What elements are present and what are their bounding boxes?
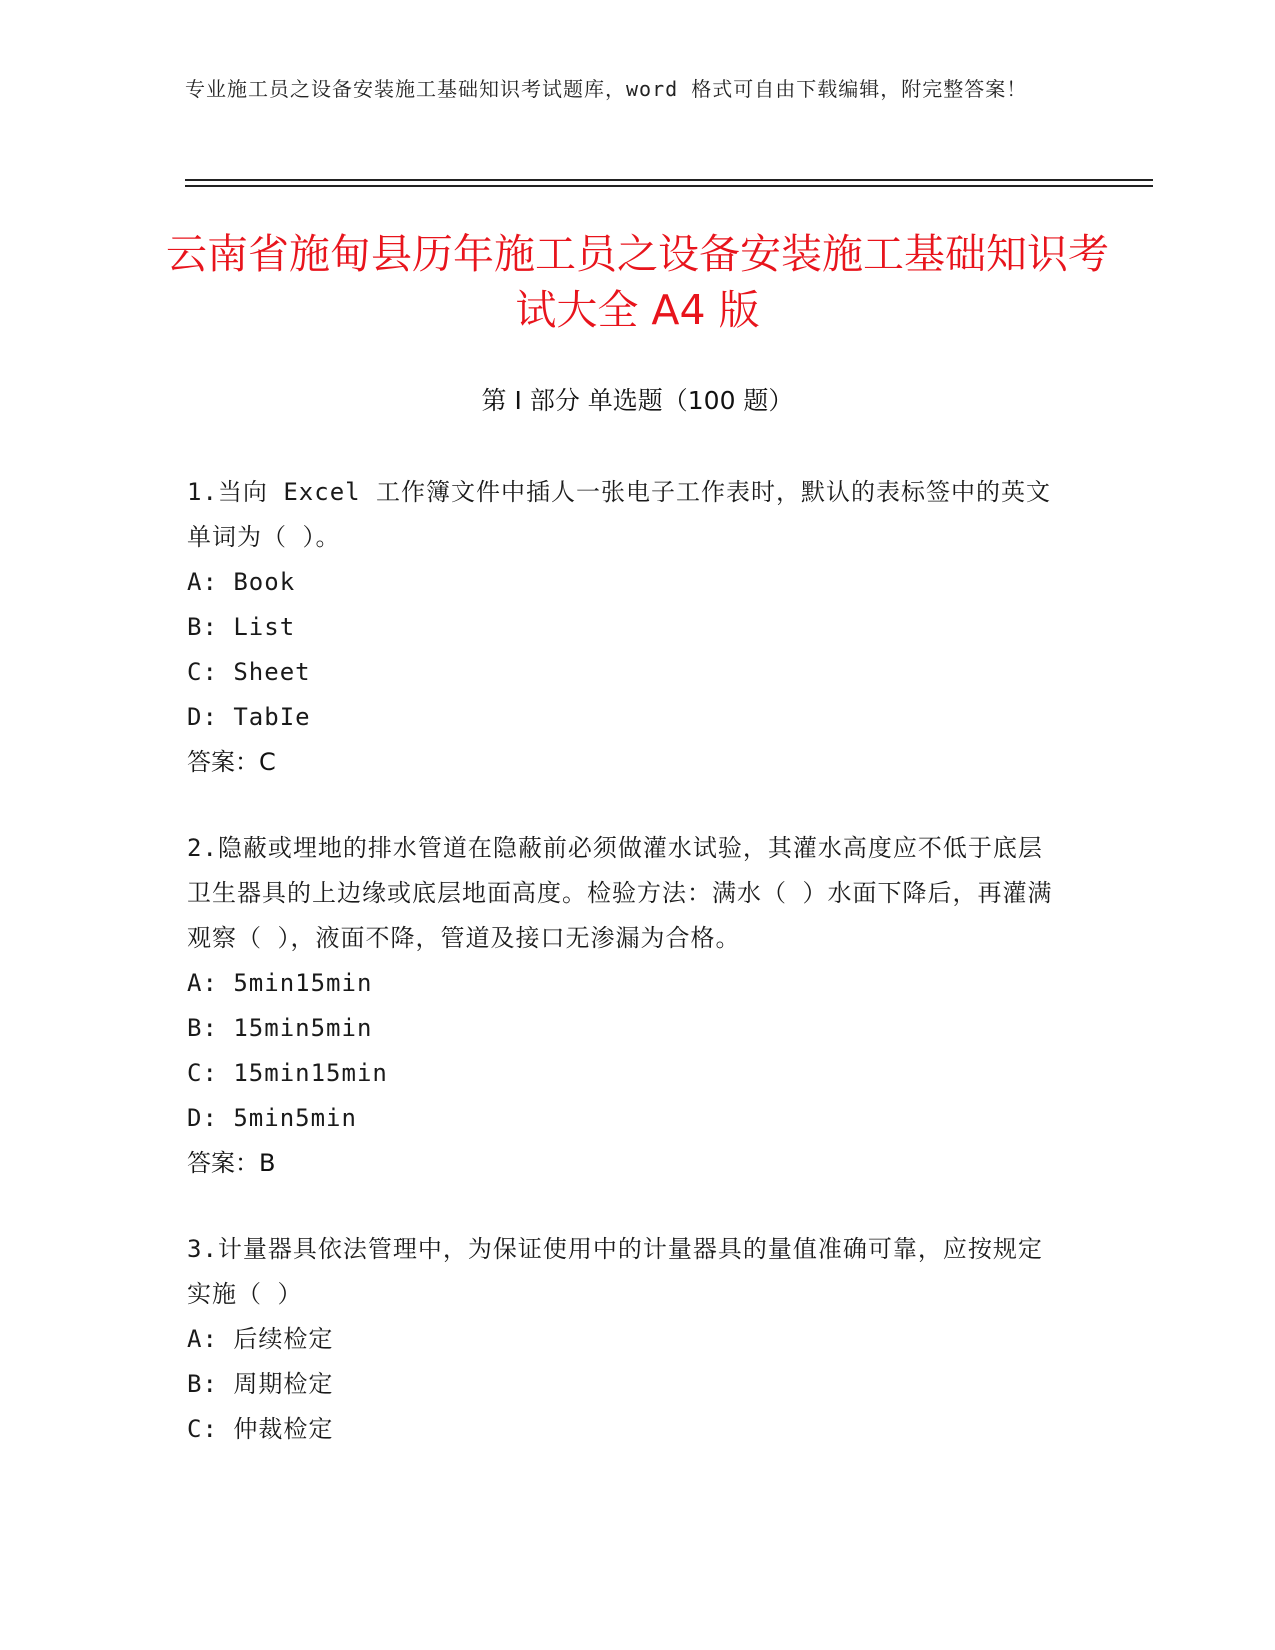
question-stem: 2.隐蔽或埋地的排水管道在隐蔽前必须做灌水试验，其灌水高度应不低于底层卫生器具的上边缘或底层地面高度。检验方法：满水（ ）水面下降后，再灌满观察（ ），液面不降，管道及接口无渗漏为合格。 <box>187 834 1053 952</box>
question-stem: 3.计量器具依法管理中，为保证使用中的计量器具的量值准确可靠，应按规定实施（ ） <box>187 1235 1043 1308</box>
answer: 答案：B <box>187 1149 276 1177</box>
option-a: A: 5min15min <box>187 969 373 997</box>
option-a: A: Book <box>187 568 296 596</box>
header-note: 专业施工员之设备安装施工基础知识考试题库，word 格式可自由下载编辑，附完整答案！ <box>185 77 1028 101</box>
header-divider-bottom <box>185 185 1153 187</box>
header-divider-top <box>185 179 1153 181</box>
option-c: C: 仲裁检定 <box>187 1415 334 1443</box>
option-d: D: 5min5min <box>187 1104 357 1132</box>
question-list <box>187 470 1067 1493</box>
question-3 <box>187 1227 1067 1452</box>
question-1 <box>187 470 1067 785</box>
option-b: B: List <box>187 613 296 641</box>
option-b: B: 15min5min <box>187 1014 373 1042</box>
section-heading: 第 I 部分 单选题（100 题） <box>481 386 794 415</box>
answer: 答案：C <box>187 748 276 776</box>
option-c: C: Sheet <box>187 658 311 686</box>
option-b: B: 周期检定 <box>187 1370 334 1398</box>
question-stem: 1.当向 Excel 工作簿文件中插人一张电子工作表时，默认的表标签中的英文单词为（ ）。 <box>187 478 1052 551</box>
option-d: D: TabIe <box>187 703 311 731</box>
document-title: 云南省施甸县历年施工员之设备安装施工基础知识考试大全 A4 版 <box>166 230 1109 334</box>
option-c: C: 15min15min <box>187 1059 388 1087</box>
option-a: A: 后续检定 <box>187 1325 334 1353</box>
question-2 <box>187 826 1067 1186</box>
